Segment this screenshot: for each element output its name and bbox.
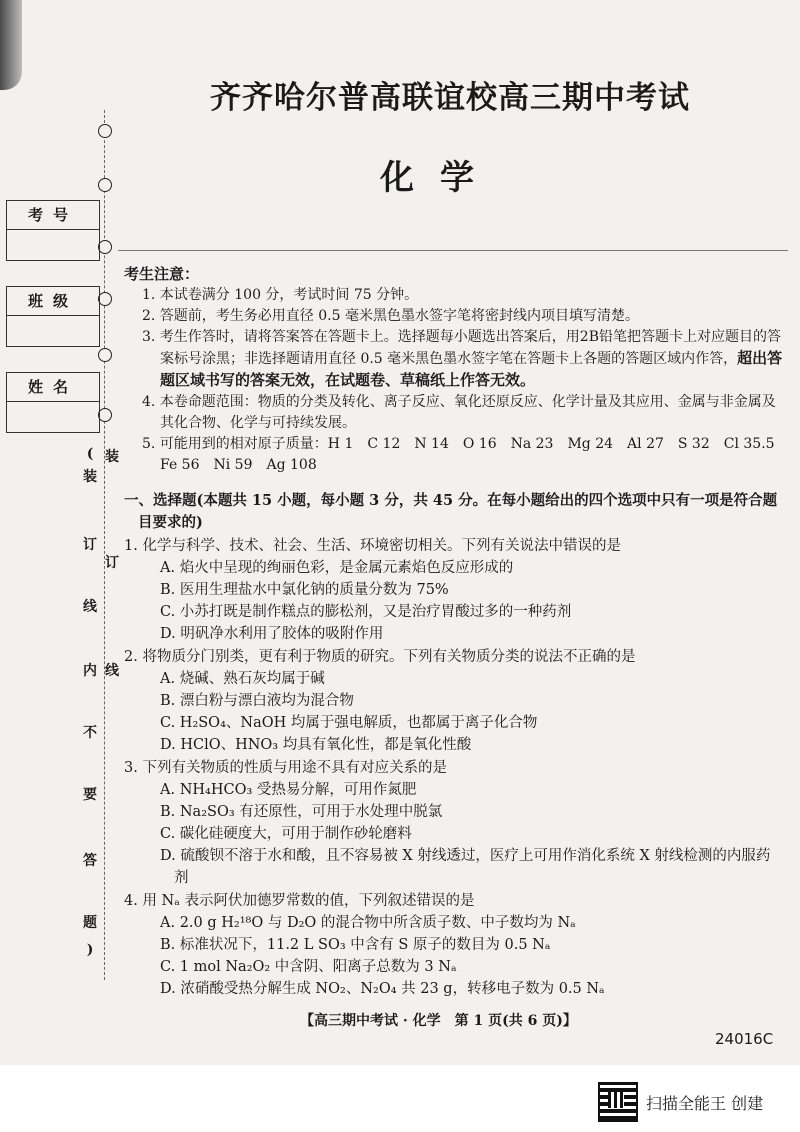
question-option: B. 标准状况下，11.2 L SO₃ 中含有 S 原子的数目为 0.5 Nₐ <box>160 937 551 953</box>
notice-item: 1. 本试卷满分 100 分，考试时间 75 分钟。 <box>142 287 419 303</box>
binding-char: 内 <box>83 663 97 679</box>
notice-item: 2. 答题前，考生务必用直径 0.5 毫米黑色墨水签字笔将密封线内项目填写清楚。 <box>142 308 639 324</box>
question-option: A. 烧碱、熟石灰均属于碱 <box>160 671 325 687</box>
name-box <box>6 372 100 433</box>
binding-char: 题 <box>83 915 97 931</box>
choice-section <box>124 490 784 1000</box>
binding-hole <box>98 240 112 254</box>
binding-char: 不 <box>83 725 97 741</box>
binding-char: ) <box>86 942 94 958</box>
name-field <box>7 402 99 432</box>
binding-char: 线 <box>105 663 119 679</box>
binding-char: 要 <box>83 787 97 803</box>
notice-item-bold: 超出答题区域书写的答案无效，在试题卷、草稿纸上作答无效。 <box>160 349 783 389</box>
question-option: A. 焰火中呈现的绚丽色彩，是金属元素焰色反应形成的 <box>160 560 514 576</box>
class-box <box>6 286 100 347</box>
question-option: B. Na₂SO₃ 有还原性，可用于水处理中脱氯 <box>160 804 443 820</box>
qr-code-icon <box>598 1082 638 1122</box>
page-footer: 【高三期中考试 · 化学 第 1 页(共 6 页)】 <box>300 1013 577 1029</box>
notice-item <box>124 327 784 392</box>
section-heading: 一、选择题(本题共 15 小题，每小题 3 分，共 45 分。在每小题给出的四个选项中只有一项是符合题目要求的) <box>124 492 778 531</box>
exam-number-label: 考号 <box>7 201 99 230</box>
binding-hole <box>98 124 112 138</box>
question-stem: 2. 将物质分门别类，更有利于物质的研究。下列有关物质分类的说法不正确的是 <box>124 649 636 665</box>
binding-char: 订 <box>83 537 97 553</box>
class-field <box>7 316 99 346</box>
class-label: 班级 <box>7 287 99 316</box>
binding-hole <box>98 292 112 306</box>
question-option: D. 硫酸钡不溶于水和酸，且不容易被 X 射线透过，医疗上可用作消化系统 X 射线检测的内服药剂 <box>160 848 771 886</box>
notice-heading: 考生注意： <box>124 265 200 283</box>
binding-char: 装 <box>83 469 97 485</box>
subject-title: 化学 <box>380 158 500 198</box>
question-option: A. NH₄HCO₃ 受热易分解，可用作氮肥 <box>160 782 417 798</box>
binding-char: ( <box>86 446 94 462</box>
question-stem: 3. 下列有关物质的性质与用途不具有对应关系的是 <box>124 760 447 776</box>
question-option: C. H₂SO₄、NaOH 均属于强电解质，也都属于离子化合物 <box>160 715 538 731</box>
binding-char: 装 <box>105 449 119 465</box>
binding-char: 订 <box>105 555 119 571</box>
question-option: D. 明矾净水利用了胶体的吸附作用 <box>160 626 384 642</box>
question <box>124 890 784 1000</box>
question-option: D. 浓硝酸受热分解生成 NO₂、N₂O₄ 共 23 g，转移电子数为 0.5 Nₐ <box>160 981 605 997</box>
exam-number-field <box>7 230 99 260</box>
question <box>124 757 784 889</box>
scan-edge-shadow <box>0 0 22 90</box>
exam-number-box <box>6 200 100 261</box>
question-stem: 4. 用 Nₐ 表示阿伏加德罗常数的值，下列叙述错误的是 <box>124 893 475 909</box>
scanner-watermark <box>598 1082 763 1122</box>
question-option: B. 漂白粉与漂白液均为混合物 <box>160 693 354 709</box>
question <box>124 535 784 645</box>
question <box>124 646 784 756</box>
name-label: 姓名 <box>7 373 99 402</box>
question-option: B. 医用生理盐水中氯化钠的质量分数为 75% <box>160 582 449 598</box>
binding-char: 答 <box>83 853 97 869</box>
question-option: C. 碳化硅硬度大，可用于制作砂轮磨料 <box>160 826 412 842</box>
question-option: C. 小苏打既是制作糕点的膨松剂，又是治疗胃酸过多的一种药剂 <box>160 604 572 620</box>
question-stem: 1. 化学与科学、技术、社会、生活、环境密切相关。下列有关说法中错误的是 <box>124 538 621 554</box>
notice-item: 5. 可能用到的相对原子质量：H 1 C 12 N 14 O 16 Na 23 Mg 24 Al 27 S 32 Cl 35.5 Fe 56 Ni 59 Ag 108 <box>142 436 789 473</box>
question-option: A. 2.0 g H₂¹⁸O 与 D₂O 的混合物中所含质子数、中子数均为 Nₐ <box>160 915 576 931</box>
notice-item-text: 3. 考生作答时，请将答案答在答题卡上。选择题每小题选出答案后，用2B铅笔把答题卡上对应题目的答案标号涂黑；非选择题请用直径 0.5 毫米黑色墨水签字笔在答题卡上各题的答题区域内作答， <box>142 329 782 367</box>
candidate-notice <box>124 264 789 476</box>
question-option: D. HClO、HNO₃ 均具有氧化性，都是氧化性酸 <box>160 737 472 753</box>
notice-item: 4. 本卷命题范围：物质的分类及转化、离子反应、氧化还原反应、化学计量及其应用、金属与非金属及其化合物、化学与可持续发展。 <box>142 394 776 431</box>
paper-code: 24016C <box>715 1030 774 1048</box>
binding-hole <box>98 408 112 422</box>
watermark-text: 扫描全能王 创建 <box>646 1093 764 1113</box>
question-option: C. 1 mol Na₂O₂ 中含阴、阳离子总数为 3 Nₐ <box>160 959 457 975</box>
binding-char: 线 <box>83 599 97 615</box>
header-divider <box>118 250 788 251</box>
binding-hole <box>98 178 112 192</box>
binding-hole <box>98 348 112 362</box>
exam-title: 齐齐哈尔普高联谊校高三期中考试 <box>210 80 690 116</box>
